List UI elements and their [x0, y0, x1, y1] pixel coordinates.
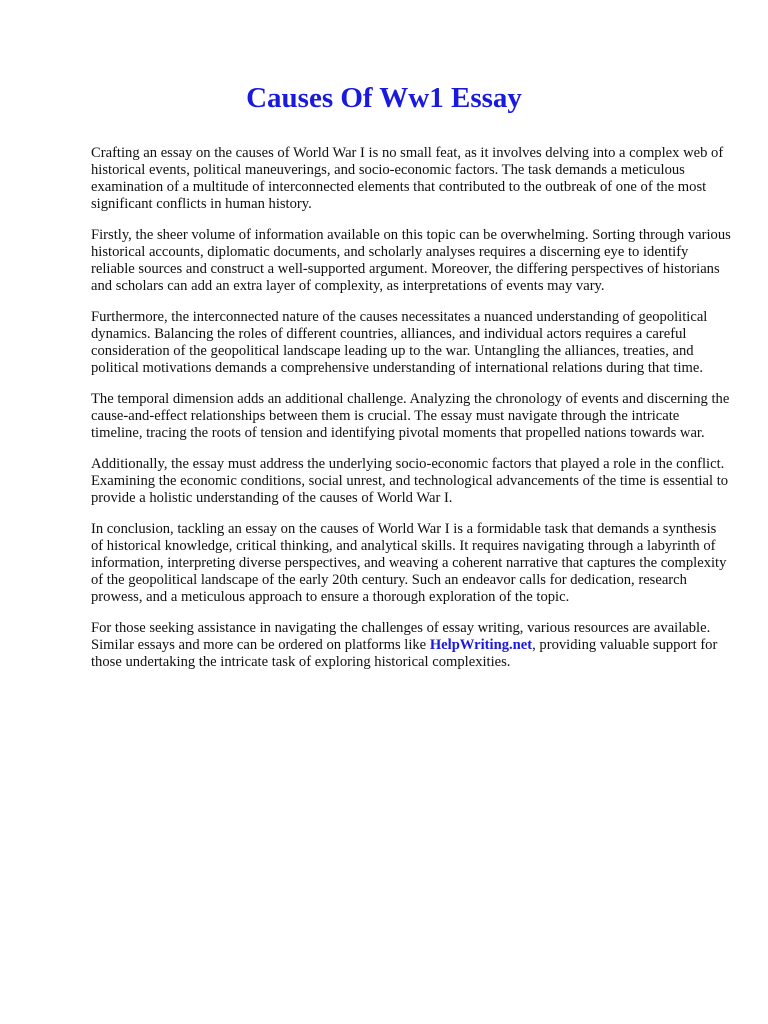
paragraph-7	[91, 620, 731, 671]
paragraph-7-before-link: For those seeking assistance in navigating the challenges of essay writing, various resources are available. Similar essays and more can be ordered on platforms like	[91, 620, 711, 653]
paragraph-4: The temporal dimension adds an additional challenge. Analyzing the chronology of events and discerning the cause-and-effect relationships between them is crucial. The essay must navigate through the intricate timeline, tracing the roots of tension and identifying pivotal moments that propelled nations towards war.	[91, 391, 730, 441]
paragraph-5: Additionally, the essay must address the underlying socio-economic factors that played a role in the conflict. Examining the economic conditions, social unrest, and technological advancements of the time is essential to provide a holistic understanding of the causes of World War I.	[91, 456, 729, 506]
paragraph-2: Firstly, the sheer volume of information available on this topic can be overwhelming. Sorting through various historical accounts, diplomatic documents, and scholarly analyses requires a discerning eye to identify reliable sources and construct a well-supported argument. Moreover, the differing perspectives of historians and scholars can add an extra layer of complexity, as interpretations of events may vary.	[91, 227, 731, 294]
paragraph-3: Furthermore, the interconnected nature of the causes necessitates a nuanced understanding of geopolitical dynamics. Balancing the roles of different countries, alliances, and individual actors requires a careful consideration of the geopolitical landscape leading up to the war. Untangling the alliances, treaties, and political motivations demands a comprehensive understanding of international relations during that time.	[91, 309, 708, 376]
paragraph-7-after-link: , providing valuable support for those undertaking the intricate task of exploring historical complexities.	[91, 637, 718, 670]
paragraph-6: In conclusion, tackling an essay on the causes of World War I is a formidable task that demands a synthesis of historical knowledge, critical thinking, and analytical skills. It requires navigating through a labyrinth of information, interpreting diverse perspectives, and weaving a coherent narrative that captures the complexity of the geopolitical landscape of the early 20th century. Such an endeavor calls for dedication, research prowess, and a meticulous approach to ensure a thorough exploration of the topic.	[91, 521, 727, 605]
essay-body	[91, 145, 731, 685]
paragraph-1: Crafting an essay on the causes of World War I is no small feat, as it involves delving into a complex web of historical events, political maneuverings, and socio-economic factors. The task demands a meticulous examination of a multitude of interconnected elements that contributed to the outbreak of one of the most significant conflicts in human history.	[91, 145, 724, 212]
helpwriting-link[interactable]: HelpWriting.net	[429, 637, 533, 653]
page-title: Causes Of Ww1 Essay	[246, 82, 522, 114]
